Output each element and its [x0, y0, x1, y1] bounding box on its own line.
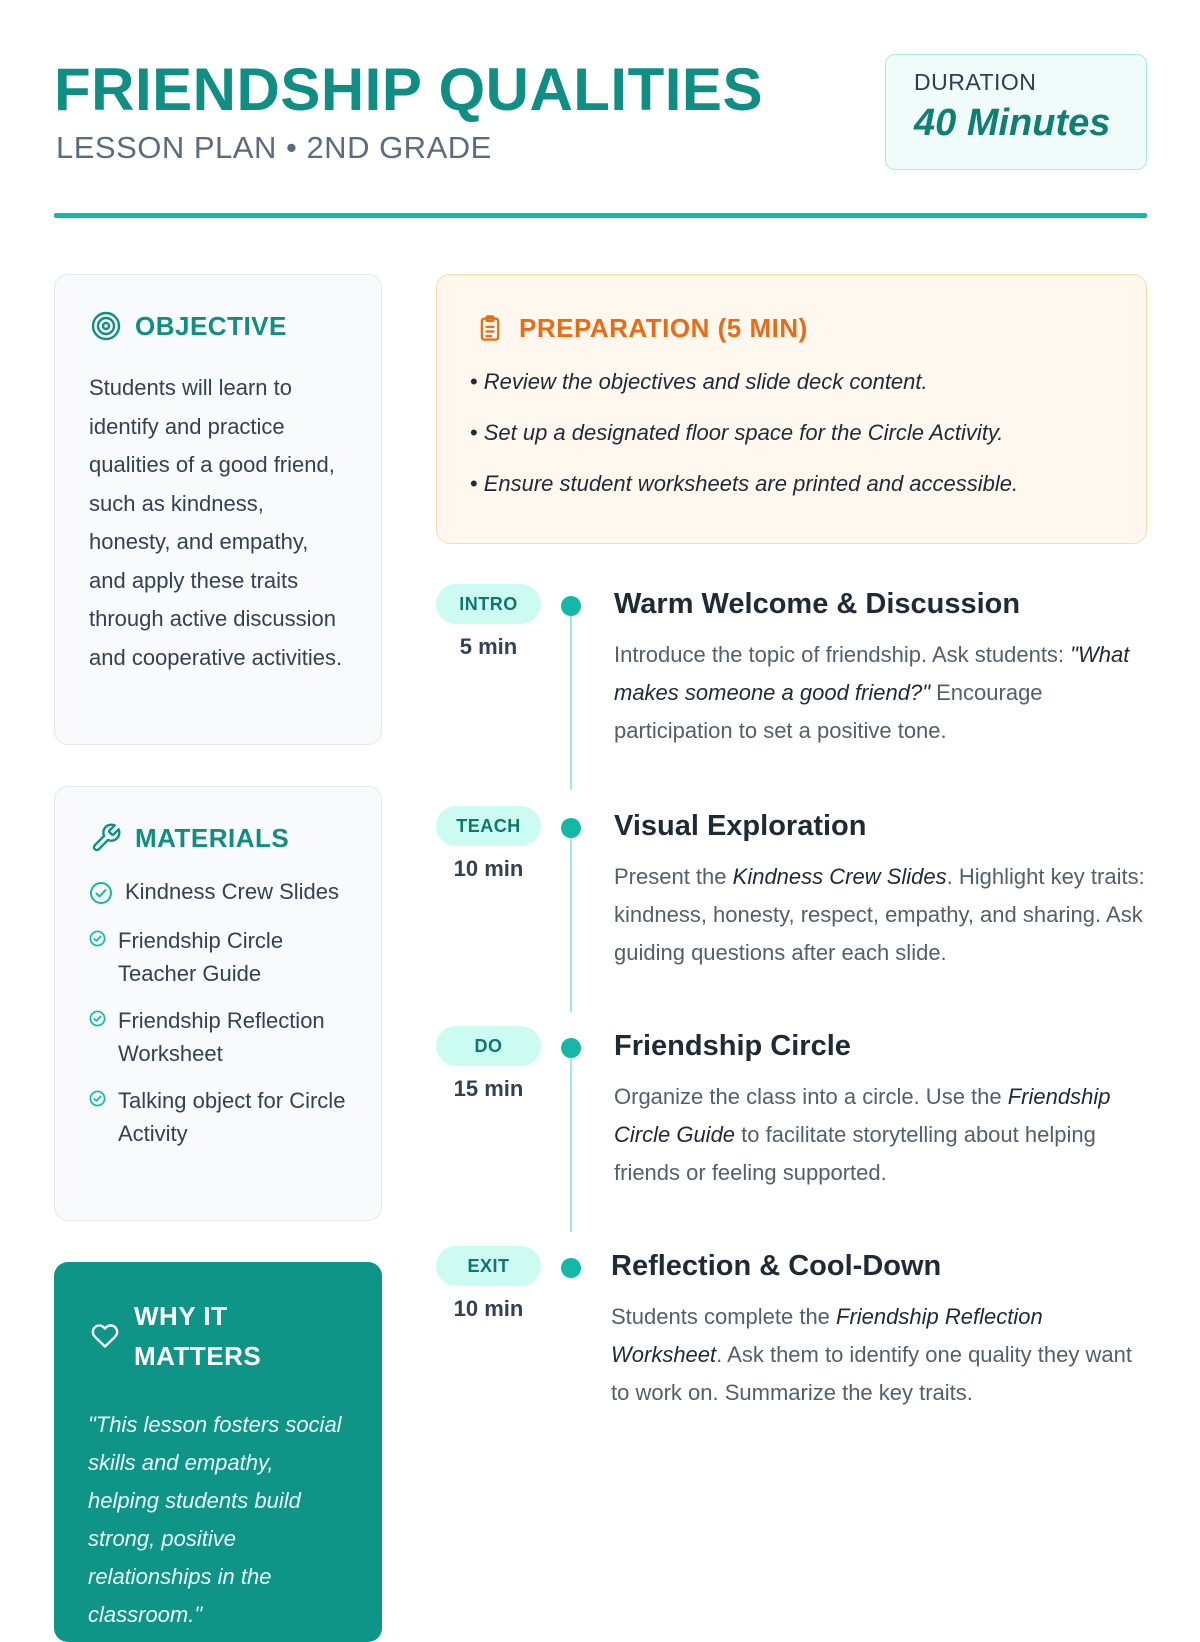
clipboard-icon: [473, 311, 507, 345]
step-desc-text: Introduce the topic of friendship. Ask students:: [614, 642, 1071, 667]
timeline-connector: [570, 1038, 572, 1232]
list-item: [89, 1004, 381, 1070]
list-item: • Ensure student worksheets are printed and accessible.: [470, 469, 1146, 499]
materials-heading-row: [89, 821, 381, 855]
step-duration: 10 min: [453, 1296, 524, 1321]
material-label: Friendship Reflection Worksheet: [118, 1008, 325, 1066]
objective-heading-row: [89, 309, 381, 343]
timeline-connector: [570, 596, 572, 790]
step-desc-emphasis: Friendship Circle Guide: [614, 1084, 1111, 1147]
preparation-heading: PREPARATION (5 MIN): [519, 312, 808, 343]
timeline-dot: [561, 1258, 581, 1278]
why-heading: WHY IT MATTERS: [134, 1301, 262, 1371]
header-divider: [54, 213, 1147, 218]
step-duration: 5 min: [459, 634, 518, 659]
step-tag: EXIT: [436, 1246, 541, 1286]
step-desc-text: . Ask them to identify one quality they want to work on. Summarize the key traits.: [611, 1342, 1132, 1405]
step-desc-text: Students complete the: [611, 1304, 837, 1329]
timeline-dot: [561, 818, 581, 838]
target-icon: [89, 309, 123, 343]
materials-heading: MATERIALS: [135, 822, 290, 853]
why-it-matters-card: [54, 1262, 382, 1642]
step-desc-text: Encourage participation to set a positive tone.: [614, 680, 1043, 743]
duration-value: 40 Minutes: [914, 102, 1111, 144]
step-tag: INTRO: [436, 584, 541, 624]
step-description: [614, 1078, 1146, 1192]
step-desc-emphasis: "What makes someone a good friend?": [614, 642, 1130, 705]
objective-card: [54, 274, 382, 745]
check-circle-icon: [89, 1090, 106, 1112]
check-circle-icon: [89, 930, 106, 952]
materials-list: [89, 875, 381, 1150]
step-title: Visual Exploration: [614, 810, 867, 842]
objective-heading: OBJECTIVE: [135, 310, 287, 341]
check-circle-icon: [89, 881, 113, 910]
step-tag: TEACH: [436, 806, 541, 846]
step-description: [614, 858, 1146, 972]
list-item: • Set up a designated floor space for the Circle Activity.: [470, 418, 1146, 448]
wrench-icon: [89, 821, 123, 855]
material-label: Talking object for Circle Activity: [118, 1088, 346, 1146]
preparation-card: [436, 274, 1147, 544]
preparation-heading-row: [473, 311, 1146, 345]
step-desc-emphasis: Friendship Reflection Worksheet: [611, 1304, 1043, 1367]
check-circle-icon: [89, 1010, 106, 1032]
duration-badge: [885, 54, 1147, 170]
step-description: [614, 636, 1146, 750]
step-desc-emphasis: Kindness Crew Slides: [732, 864, 947, 889]
why-quote: "This lesson fosters social skills and empathy, helping students build strong, positive relationships in the classroom.": [88, 1412, 342, 1627]
header: [54, 50, 1147, 220]
list-item: [89, 924, 381, 990]
step-duration: 15 min: [453, 1076, 524, 1101]
preparation-list: [470, 367, 1146, 499]
step-description: [611, 1298, 1143, 1412]
step-title: Reflection & Cool-Down: [611, 1250, 942, 1282]
material-label: Kindness Crew Slides: [125, 879, 339, 904]
step-title: Friendship Circle: [614, 1030, 851, 1062]
page-title: FRIENDSHIP QUALITIES: [54, 56, 763, 123]
list-item: [89, 875, 381, 910]
list-item: • Review the objectives and slide deck content.: [470, 367, 1146, 397]
why-heading-row: [88, 1296, 382, 1376]
step-desc-text: Organize the class into a circle. Use the: [614, 1084, 1008, 1109]
timeline-dot: [561, 596, 581, 616]
materials-card: [54, 786, 382, 1221]
heart-icon: [88, 1319, 122, 1353]
timeline-connector: [570, 818, 572, 1012]
step-desc-text: Present the: [614, 864, 733, 889]
lesson-timeline: [436, 584, 1147, 1584]
material-label: Friendship Circle Teacher Guide: [118, 928, 284, 986]
list-item: [89, 1084, 381, 1150]
step-desc-text: . Highlight key traits: kindness, honesty, respect, empathy, and sharing. Ask guiding questions after each slide.: [614, 864, 1145, 965]
step-title: Warm Welcome & Discussion: [614, 588, 1021, 620]
timeline-dot: [561, 1038, 581, 1058]
duration-label: DURATION: [914, 69, 1037, 95]
objective-text: Students will learn to identify and practice qualities of a good friend, such as kindness, honesty, and empathy, and apply these traits through active discussion and cooperative activities.: [89, 375, 343, 670]
page-subtitle: LESSON PLAN • 2ND GRADE: [56, 130, 492, 165]
step-duration: 10 min: [453, 856, 524, 881]
step-desc-text: to facilitate storytelling about helping friends or feeling supported.: [614, 1122, 1096, 1185]
step-tag: DO: [436, 1026, 541, 1066]
